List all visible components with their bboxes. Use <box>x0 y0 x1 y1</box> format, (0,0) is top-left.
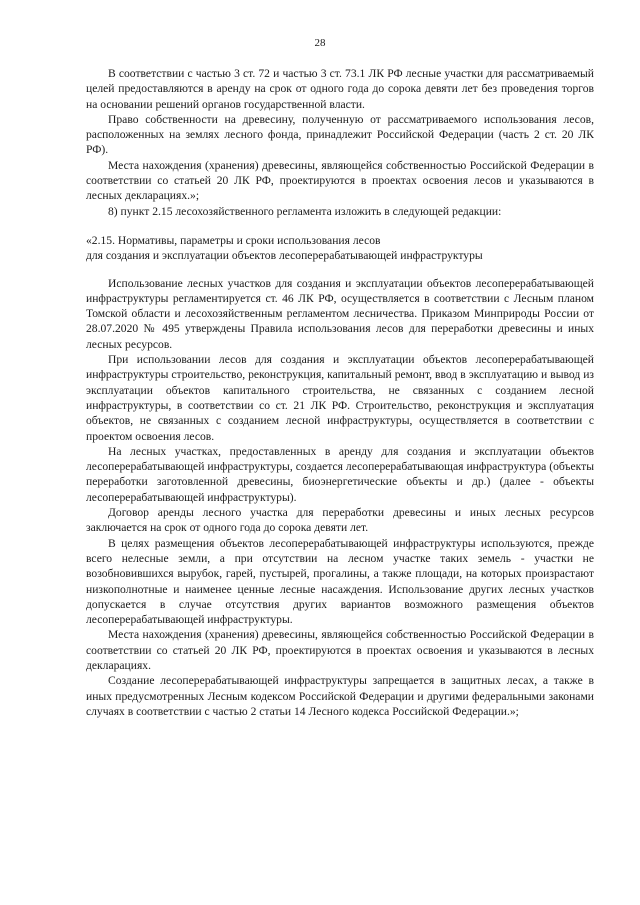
section-heading-line: «2.15. Нормативы, параметры и сроки использования лесов <box>86 233 381 247</box>
paragraph: На лесных участках, предоставленных в аренду для создания и эксплуатации объектов лесоперерабатывающей инфраструктуры, создается лесоперерабатывающая инфраструктура (объекты переработки заготовленной древесины, биоэнергетические объекты и др.) (далее - объекты лесоперерабатывающей инфраструктуры). <box>86 444 594 504</box>
document-body <box>86 66 594 719</box>
paragraph: В целях размещения объектов лесоперерабатывающей инфраструктуры используются, прежде всего нелесные земли, а при отсутствии на лесном участке таких земель - участки не возобновившихся вырубок, гарей, пустырей, прогалины, а также площади, на которых произрастают низкополнотные и наименее ценные лесные насаждения. Использование других лесных участков допускается в случае отсутствия других вариантов возможного размещения объектов лесоперерабатывающей инфраструктуры. <box>86 536 594 627</box>
paragraph: Договор аренды лесного участка для переработки древесины и иных лесных ресурсов заключается на срок от одного года до сорока девяти лет. <box>86 506 594 535</box>
page-number: 28 <box>314 37 326 49</box>
paragraph: Места нахождения (хранения) древесины, являющейся собственностью Российской Федерации в соответствии со статьей 20 ЛК РФ, проектируются в проектах освоения и указываются в лесных декларациях. <box>86 628 594 672</box>
section-heading-line: для создания и эксплуатации объектов лесоперерабатывающей инфраструктуры <box>86 249 483 263</box>
paragraph: Право собственности на древесину, полученную от рассматриваемого использования лесов, расположенных на землях лесного фонда, принадлежит Российской Федерации (часть 2 ст. 20 ЛК РФ). <box>86 112 594 157</box>
paragraph: Создание лесоперерабатывающей инфраструктуры запрещается в защитных лесах, а также в иных предусмотренных Лесным кодексом Российской Федерации и другими федеральными законами случаях в соответствии с частью 2 статьи 14 Лесного кодекса Российской Федерации.»; <box>86 674 594 718</box>
paragraph: Места нахождения (хранения) древесины, являющейся собственностью Российской Федерации в соответствии со статьей 20 ЛК РФ, проектируются в проектах освоения лесов и указываются в лесных декларациях.»; <box>86 158 594 203</box>
paragraph: При использовании лесов для создания и эксплуатации объектов лесоперерабатывающей инфраструктуры строительство, реконструкция, капитальный ремонт, ввод в эксплуатацию и вывод из эксплуатации объектов капитального строительства, не связанных с созданием лесной инфраструктуры, в соответствии со ст. 21 ЛК РФ. Строительство, реконструкция и эксплуатация объектов, не связанных с созданием лесной инфраструктуры, осуществляется в соответствии с проектом освоения лесов. <box>86 353 594 443</box>
paragraph: Использование лесных участков для создания и эксплуатации объектов лесоперерабатывающей инфраструктуры регламентируется ст. 46 ЛК РФ, осуществляется в соответствии с Лесным планом Томской области и лесохозяйственным регламентом лесничества. Приказом Минприроды России от 28.07.2020 № 495 утверждены Правила использования лесов для переработки древесины и иных лесных ресурсов. <box>86 276 594 351</box>
paragraph: В соответствии с частью 3 ст. 72 и частью 3 ст. 73.1 ЛК РФ лесные участки для рассматриваемый целей предоставляются в аренду на срок от одного года до сорока девяти лет без проведения торгов на основании решений органов государственной власти. <box>86 67 594 111</box>
paragraph: 8) пункт 2.15 лесохозяйственного регламента изложить в следующей редакции: <box>108 204 502 218</box>
section-heading <box>86 233 594 264</box>
